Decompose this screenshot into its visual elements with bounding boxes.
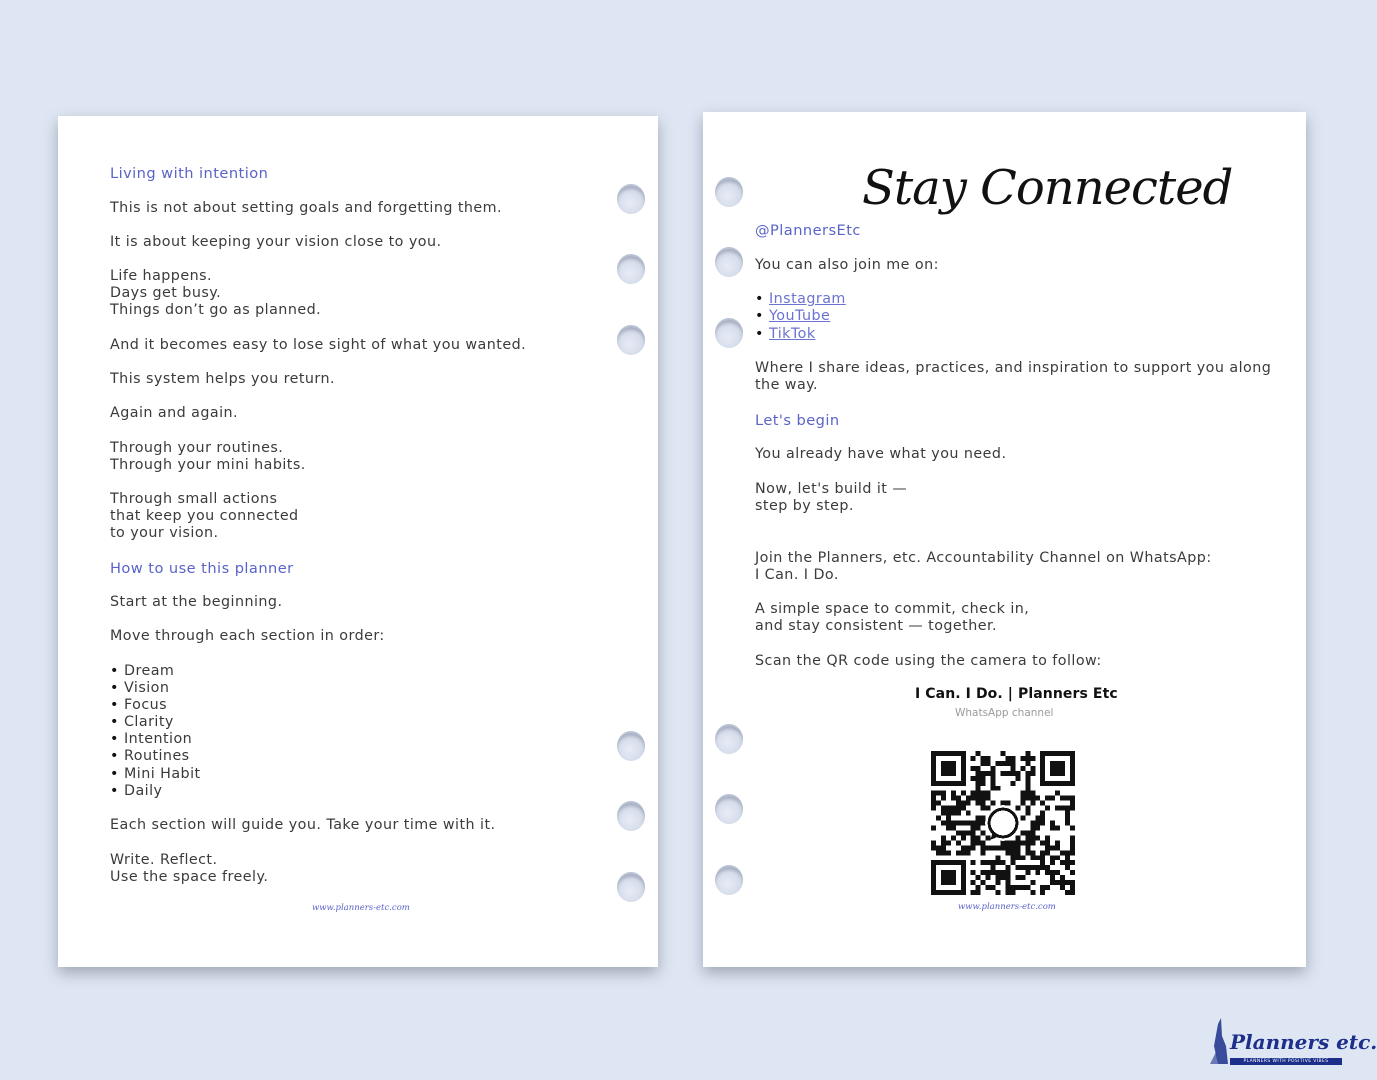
paragraph-line: Life happens. (110, 268, 212, 284)
binder-hole (715, 247, 743, 277)
list-item-instagram[interactable] (755, 291, 846, 308)
social-handle: @PlannersEtc (755, 222, 861, 239)
paragraph-line: Where I share ideas, practices, and inspiration to support you along (755, 360, 1272, 376)
heading-how-to-use: How to use this planner (110, 560, 294, 577)
paragraph-line: Through small actions (110, 491, 278, 507)
paragraph-line: to your vision. (110, 525, 219, 541)
tiktok-link[interactable]: TikTok (769, 326, 816, 342)
binder-hole (715, 724, 743, 754)
binder-hole (617, 184, 645, 214)
list-item-focus: • Focus (110, 697, 167, 714)
paragraph-line: Join the Planners, etc. Accountability Channel on WhatsApp: (755, 550, 1212, 566)
list-item-youtube[interactable] (755, 308, 830, 325)
brand-tagline: PLANNERS WITH POSITIVE VIBES (1230, 1058, 1342, 1065)
whatsapp-channel-label: WhatsApp channel (955, 707, 1054, 719)
paragraph: You can also join me on: (755, 257, 939, 273)
youtube-link[interactable]: YouTube (769, 308, 831, 324)
paragraph: Start at the beginning. (110, 594, 283, 610)
paragraph-line: A simple space to commit, check in, (755, 601, 1030, 617)
paragraph-line: that keep you connected (110, 508, 299, 524)
instagram-link[interactable]: Instagram (769, 291, 846, 307)
page-title: Stay Connected (862, 160, 1233, 216)
heading-living-with-intention: Living with intention (110, 165, 269, 182)
heading-lets-begin: Let's begin (755, 412, 840, 429)
paragraph-line: Things don’t go as planned. (110, 302, 322, 318)
planners-etc-logo (1206, 1016, 1377, 1068)
binder-hole (715, 177, 743, 207)
paragraph-line: Now, let's build it — (755, 481, 908, 497)
paragraph-line: and stay consistent — together. (755, 618, 998, 634)
list-item-dream: • Dream (110, 663, 174, 680)
paragraph: You already have what you need. (755, 446, 1007, 462)
binder-hole (617, 872, 645, 902)
list-item-intention: • Intention (110, 731, 192, 748)
paragraph: And it becomes easy to lose sight of what you wanted. (110, 337, 527, 353)
footer-url[interactable]: www.planners-etc.com (312, 903, 410, 913)
list-item-clarity: • Clarity (110, 714, 174, 731)
binder-hole (715, 794, 743, 824)
list-item-vision: • Vision (110, 680, 169, 697)
paragraph-line: Days get busy. (110, 285, 222, 301)
whatsapp-channel-name: I Can. I Do. | Planners Etc (915, 686, 1118, 702)
list-item-daily: • Daily (110, 783, 162, 800)
paragraph-line: step by step. (755, 498, 854, 514)
paragraph-line: Through your routines. (110, 440, 284, 456)
paragraph-line: the way. (755, 377, 819, 393)
binder-hole (617, 731, 645, 761)
paragraph-line: Write. Reflect. (110, 852, 218, 868)
binder-hole (617, 801, 645, 831)
binder-hole (715, 318, 743, 348)
paragraph: It is about keeping your vision close to you. (110, 234, 442, 250)
paragraph-line: I Can. I Do. (755, 567, 839, 583)
paragraph: This system helps you return. (110, 371, 336, 387)
binder-hole (617, 254, 645, 284)
footer-url[interactable]: www.planners-etc.com (958, 902, 1056, 912)
paragraph: Each section will guide you. Take your time with it. (110, 817, 496, 833)
list-item-tiktok[interactable] (755, 326, 816, 343)
paragraph-line: Use the space freely. (110, 869, 269, 885)
paragraph-line: Through your mini habits. (110, 457, 306, 473)
paragraph: Scan the QR code using the camera to follow: (755, 653, 1102, 669)
brand-name: Planners etc. (1230, 1030, 1377, 1054)
paragraph: Again and again. (110, 405, 239, 421)
paragraph: This is not about setting goals and forgetting them. (110, 200, 503, 216)
paragraph: Move through each section in order: (110, 628, 385, 644)
binder-hole (617, 325, 645, 355)
binder-hole (715, 865, 743, 895)
list-item-mini-habit: • Mini Habit (110, 766, 201, 783)
list-item-routines: • Routines (110, 748, 190, 765)
whatsapp-qr-code-icon[interactable] (931, 751, 1075, 895)
